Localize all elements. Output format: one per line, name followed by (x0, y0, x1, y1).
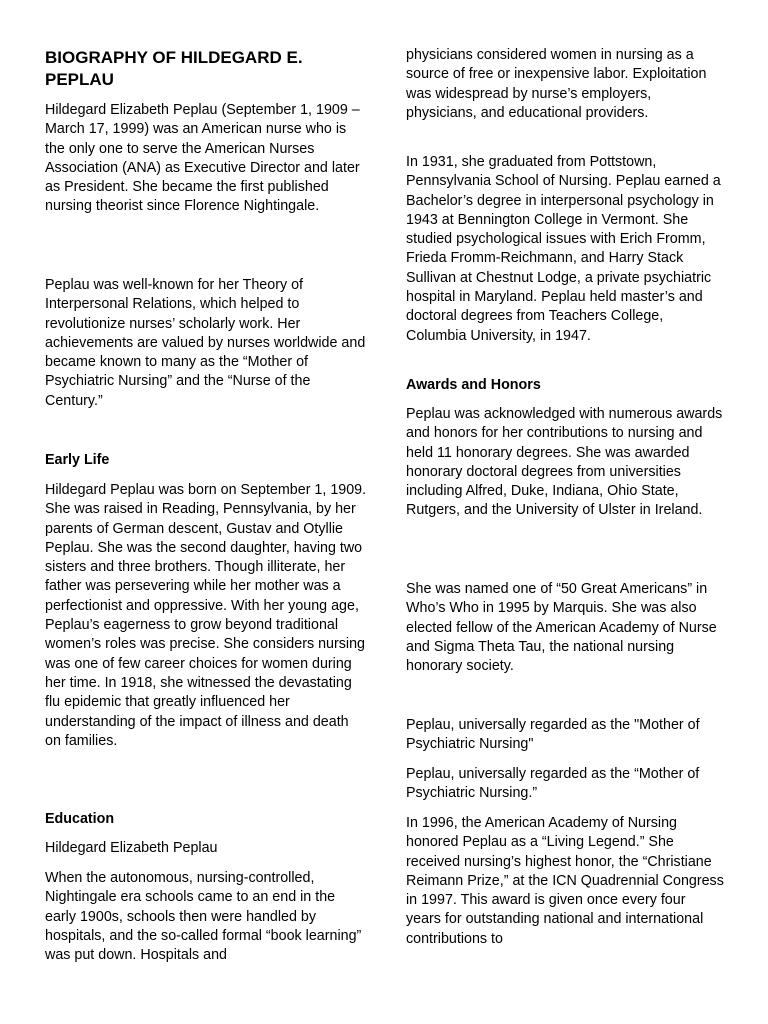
early-life-heading: Early Life (45, 452, 110, 468)
education-paragraph-1: Hildegard Elizabeth Peplau (45, 840, 218, 856)
document-title: BIOGRAPHY OF HILDEGARD E. PEPLAU (45, 48, 303, 89)
awards-paragraph-4: Peplau, universally regarded as the “Mother of Psychiatric Nursing.” (406, 766, 700, 802)
education-heading: Education (45, 811, 115, 827)
early-life-paragraph: Hildegard Peplau was born on September 1, 1909. She was raised in Reading, Pennsylvania, by her parents of German descent, Gustav and Otyllie Peplau. She was the second daughter, having two sisters and three brothers. Though illiterate, her father was persevering while her mother was a perfectionist and oppressive. With her young age, Peplau’s eagerness to grow beyond traditional women’s roles was precise. She considers nursing was one of few career choices for women during her time. In 1918, she witnessed the devastating flu epidemic that greatly influenced her understanding of the impact of illness and death on families. (45, 482, 367, 749)
intro-paragraph-1: Hildegard Elizabeth Peplau (September 1, 1909 – March 17, 1999) was an American nurse who is the only one to serve the American Nurses Association (ANA) as Executive Director and later as President. She became the first published nursing theorist since Florence Nightingale. (45, 102, 360, 215)
education-paragraph-2-continued: physicians considered women in nursing as a source of free or inexpensive labor. Exploitation was widespread by nurse’s employers, physicians, and educational providers. (406, 47, 707, 121)
awards-paragraph-3: Peplau, universally regarded as the "Mother of Psychiatric Nursing" (406, 717, 700, 753)
education-paragraph-3: In 1931, she graduated from Pottstown, Pennsylvania School of Nursing. Peplau earned a Bachelor’s degree in interpersonal psychology in 1943 at Bennington College in Vermont. She studied psychological issues with Erich Fromm, Frieda Fromm-Reichmann, and Harry Stack Sullivan at Chestnut Lodge, a private psychiatric hospital in Maryland. Peplau held master’s and doctoral degrees from Teachers College, Columbia University, in 1947. (406, 154, 721, 344)
awards-paragraph-2: She was named one of “50 Great Americans” in Who’s Who in 1995 by Marquis. She was also elected fellow of the American Academy of Nurse and Sigma Theta Tau, the national nursing honorary society. (406, 581, 717, 675)
intro-paragraph-2: Peplau was well-known for her Theory of Interpersonal Relations, which helped to revolutionize nurses’ scholarly work. Her achievements are valued by nurses worldwide and became known to many as the “Mother of Psychiatric Nursing” and the “Nurse of the Century.” (45, 277, 366, 409)
awards-paragraph-1: Peplau was acknowledged with numerous awards and honors for her contributions to nursing and held 11 honorary degrees. She was awarded honorary doctoral degrees from universities including Alfred, Duke, Indiana, Ohio State, Rutgers, and the University of Ulster in Ireland. (406, 406, 723, 519)
education-paragraph-2: When the autonomous, nursing-controlled, Nightingale era schools came to an end in the early 1900s, schools then were handled by hospitals, and the so-called formal “book learning” was put down. Hospitals and (45, 870, 362, 964)
awards-paragraph-5: In 1996, the American Academy of Nursing honored Peplau as a “Living Legend.” She received nursing’s highest honor, the “Christiane Reimann Prize,” at the ICN Quadrennial Congress in 1997. This award is given once every four years for outstanding national and international contributions to (406, 815, 724, 947)
awards-heading: Awards and Honors (406, 377, 541, 393)
